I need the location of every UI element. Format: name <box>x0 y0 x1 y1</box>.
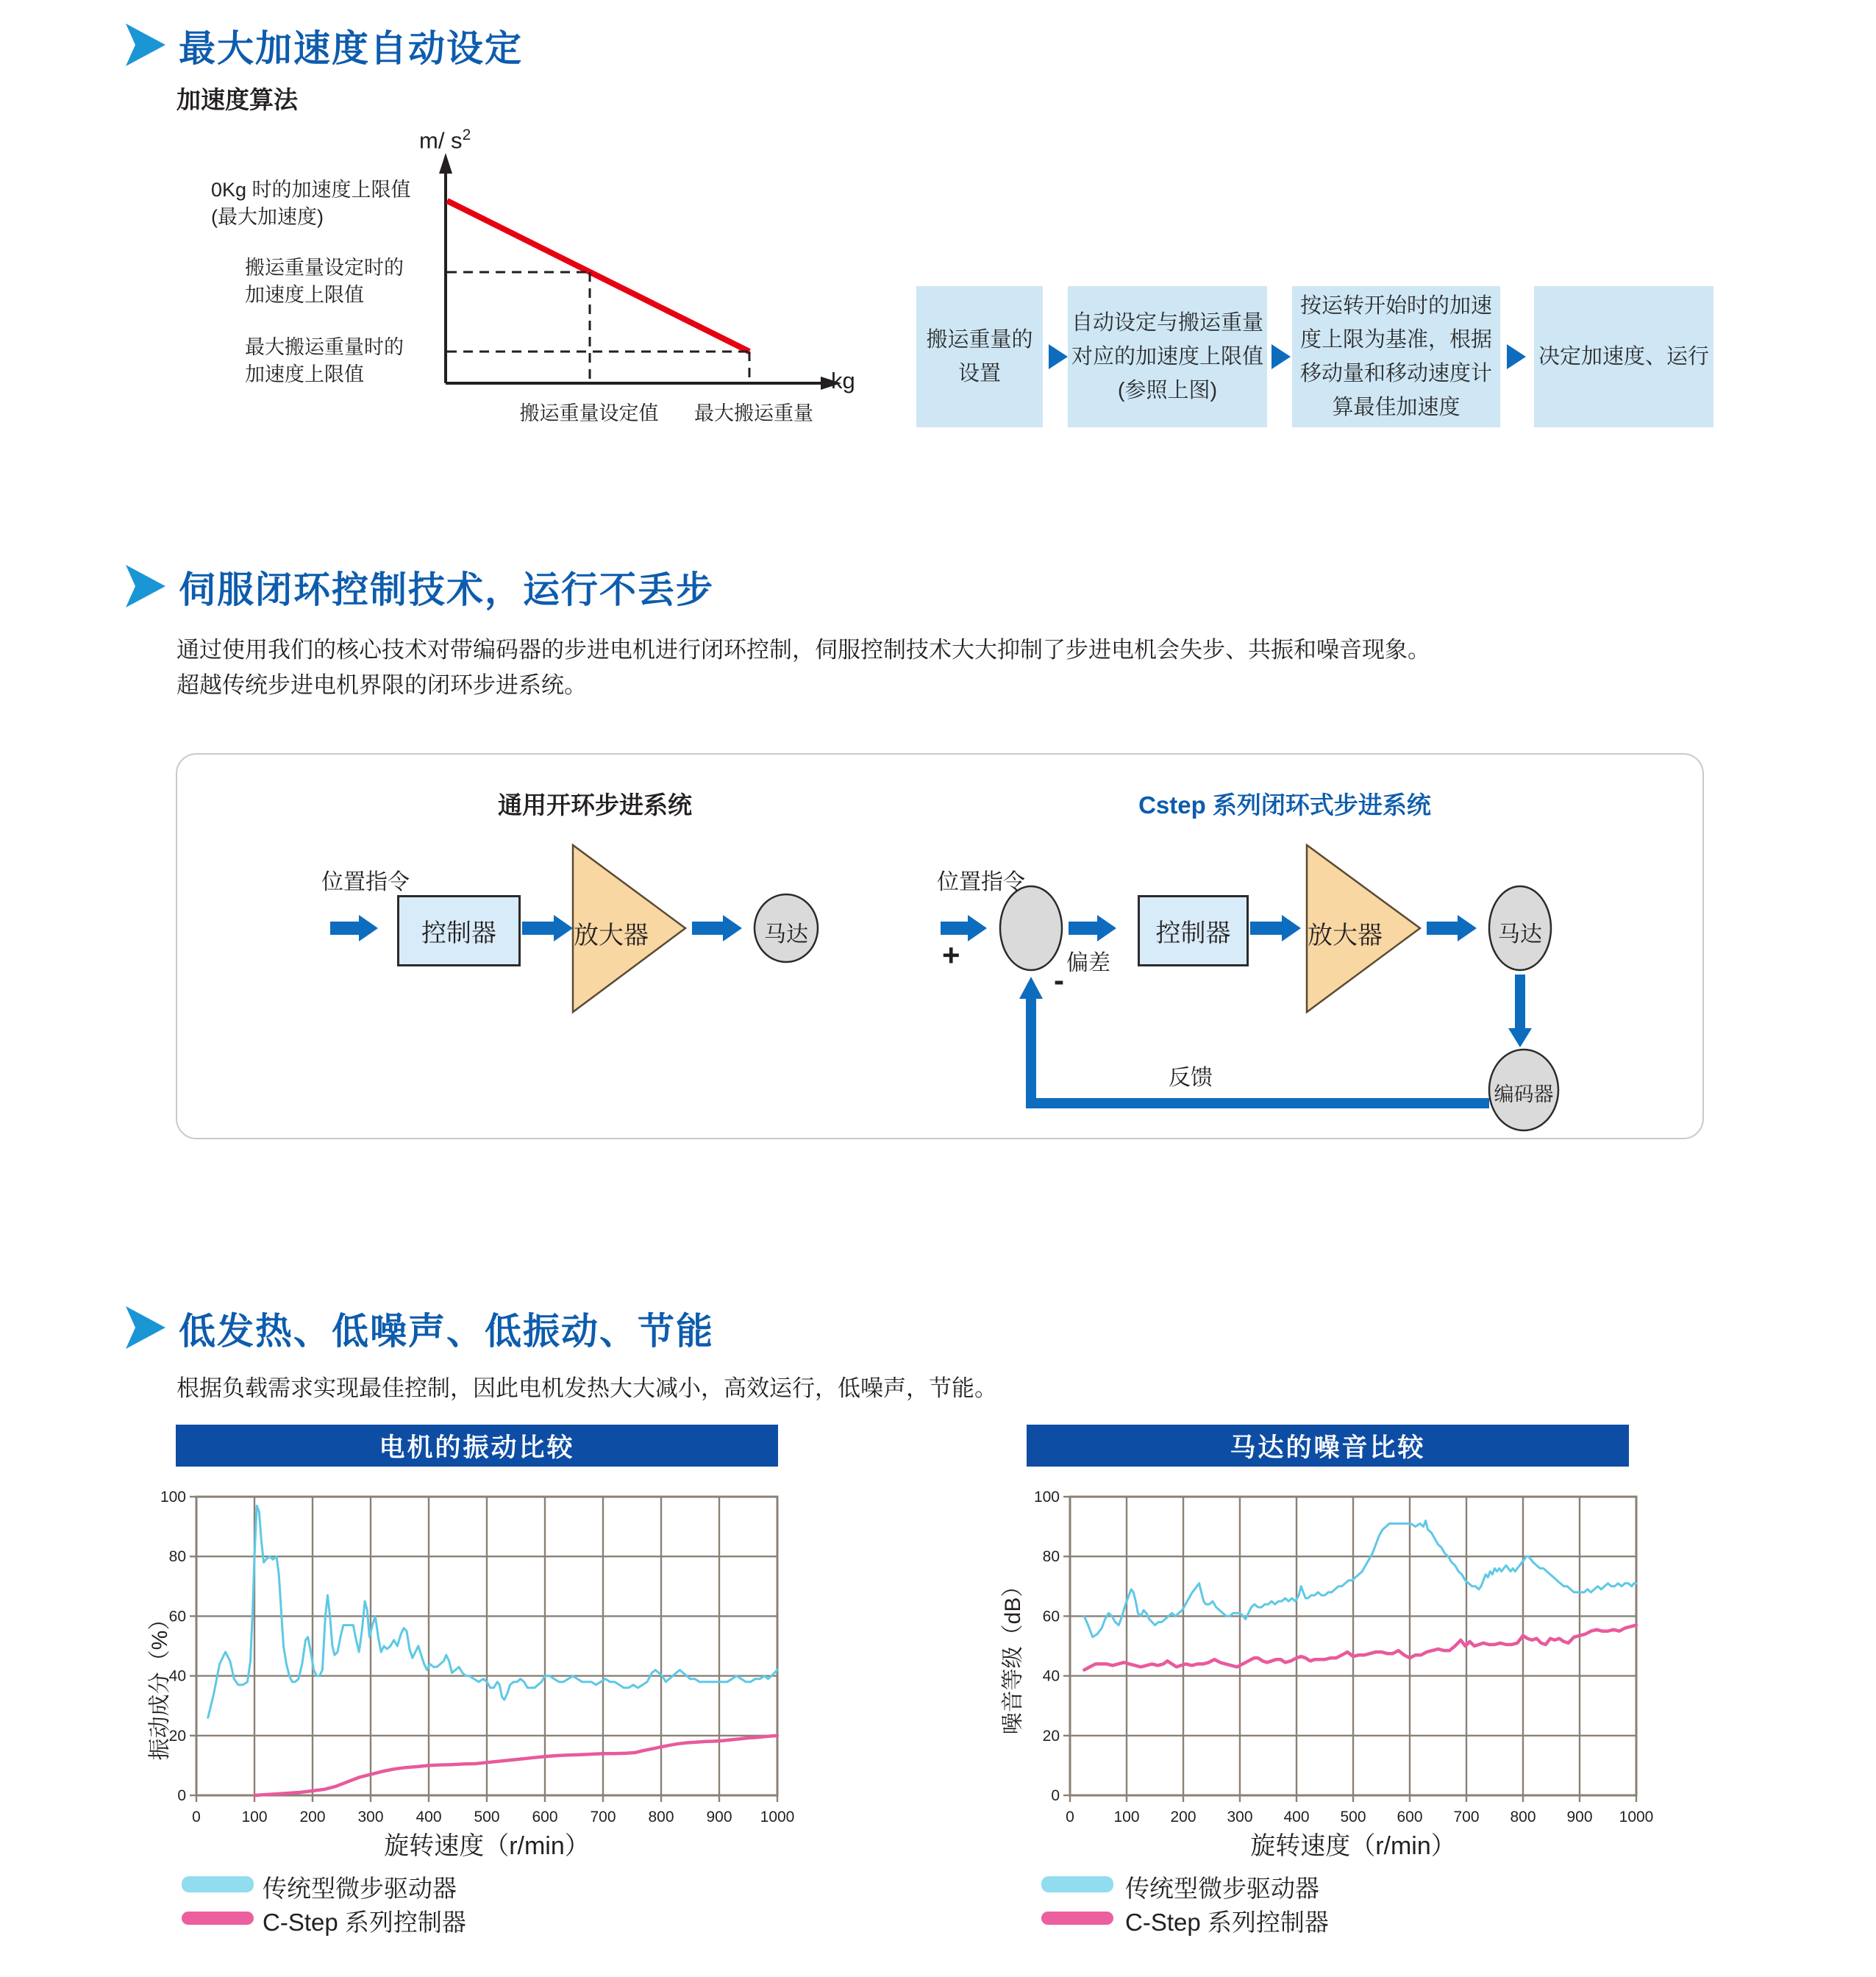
svg-text:300: 300 <box>357 1809 384 1824</box>
vibration-legend-traditional: 传统型微步驱动器 <box>263 1875 457 1902</box>
open-loop-arrow-3-icon <box>692 915 742 941</box>
svg-text:100: 100 <box>160 1489 186 1506</box>
motor-to-encoder-arrow-icon <box>1515 975 1525 1028</box>
vibration-chart-header: 电机的振动比较 <box>176 1425 778 1467</box>
svg-text:80: 80 <box>168 1548 186 1566</box>
deviation-label: 偏差 <box>1066 951 1110 975</box>
section2-arrow-icon <box>126 565 165 608</box>
svg-text:20: 20 <box>168 1727 186 1745</box>
open-loop-title: 通用开环步进系统 <box>498 791 692 819</box>
open-loop-arrow-2-icon <box>522 915 573 941</box>
noise-chart-xlabel: 旋转速度（r/min） <box>1250 1832 1456 1860</box>
svg-text:100: 100 <box>1033 1489 1060 1506</box>
loop-diagrams-panel <box>176 753 1704 1139</box>
svg-text:800: 800 <box>1510 1809 1536 1824</box>
vibration-legend-cstep: C-Step 系列控制器 <box>263 1909 466 1936</box>
noise-legend-swatch-traditional <box>1041 1876 1113 1892</box>
acceleration-limit-line <box>447 201 749 352</box>
graph-xlabel-set-value: 搬运重量设定值 <box>519 402 659 424</box>
section1-subtitle: 加速度算法 <box>176 86 298 113</box>
section1-arrow-icon <box>126 24 165 66</box>
svg-text:1000: 1000 <box>760 1809 795 1824</box>
noise-chart-header: 马达的噪音比较 <box>1027 1425 1629 1467</box>
section2-title: 伺服闭环控制技术，运行不丢步 <box>179 569 714 610</box>
feedback-line-horizontal <box>1031 1098 1489 1108</box>
svg-text:60: 60 <box>168 1608 186 1625</box>
summing-junction-circle <box>1000 886 1062 970</box>
feedback-label: 反馈 <box>1169 1066 1213 1090</box>
svg-text:600: 600 <box>1397 1809 1423 1824</box>
graph-label-set-weight: 搬运重量设定时的 加速度上限值 <box>245 257 404 306</box>
closed-loop-arrow-2-icon <box>1069 915 1116 941</box>
svg-text:0: 0 <box>192 1809 201 1824</box>
flow-step-4: 决定加速度、运行 <box>1534 286 1713 427</box>
section3-arrow-icon <box>126 1306 165 1349</box>
vibration-chart-plot <box>132 1478 809 1824</box>
vibration-legend-swatch-traditional <box>182 1876 254 1892</box>
svg-text:1000: 1000 <box>1619 1809 1654 1824</box>
open-loop-motor-label: 马达 <box>764 922 808 947</box>
closed-loop-arrow-4-icon <box>1427 915 1477 941</box>
flow-arrow-1-icon <box>1049 344 1068 369</box>
flow-arrow-3-icon <box>1507 344 1526 369</box>
graph-label-max-weight: 最大搬运重量时的 加速度上限值 <box>245 336 404 385</box>
svg-text:700: 700 <box>590 1809 616 1824</box>
svg-text:20: 20 <box>1042 1727 1060 1745</box>
y-axis-arrowhead <box>439 153 452 174</box>
svg-text:600: 600 <box>532 1809 558 1824</box>
closed-loop-motor-label: 马达 <box>1498 922 1542 947</box>
graph-y-unit: m/ $s^2$ <box>419 127 471 154</box>
section2-paragraph: 通过使用我们的核心技术对带编码器的步进电机进行闭环控制，伺服控制技术大大抑制了步进电机会失步、共振和噪音现象。 超越传统步进电机界限的闭环步进系统。 <box>176 637 1430 698</box>
encoder-label: 编码器 <box>1494 1083 1554 1105</box>
section3-paragraph: 根据负载需求实现最佳控制，因此电机发热大大减小，高效运行，低噪声，节能。 <box>176 1375 997 1401</box>
section3-title: 低发热、低噪声、低振动、节能 <box>179 1311 714 1352</box>
svg-text:900: 900 <box>706 1809 732 1824</box>
svg-text:300: 300 <box>1227 1809 1253 1824</box>
svg-text:60: 60 <box>1042 1608 1060 1625</box>
graph-x-unit: kg <box>831 368 855 393</box>
noise-chart-ylabel: 噪音等级（dB） <box>1001 1575 1025 1735</box>
svg-text:0: 0 <box>177 1787 186 1804</box>
vibration-legend-swatch-cstep <box>182 1912 254 1925</box>
closed-loop-position-cmd-label: 位置指令 <box>937 870 1025 894</box>
svg-text:40: 40 <box>168 1667 186 1685</box>
svg-text:700: 700 <box>1453 1809 1480 1824</box>
open-loop-amplifier-label: 放大器 <box>574 922 649 950</box>
svg-text:0: 0 <box>1066 1809 1074 1824</box>
flow-step-3: 按运转开始时的加速度上限为基准，根据移动量和移动速度计算最佳加速度 <box>1292 286 1500 427</box>
open-loop-position-cmd-label: 位置指令 <box>321 870 410 894</box>
feedback-line-vertical <box>1026 996 1036 1108</box>
graph-xlabel-max-value: 最大搬运重量 <box>694 402 813 424</box>
noise-legend-swatch-cstep <box>1041 1912 1113 1925</box>
plus-sign: + <box>942 938 960 972</box>
flow-step-1: 搬运重量的设置 <box>916 286 1043 427</box>
svg-text:100: 100 <box>241 1809 268 1824</box>
open-loop-controller-box: 控制器 <box>397 895 521 966</box>
noise-legend-cstep: C-Step 系列控制器 <box>1125 1909 1329 1936</box>
open-loop-arrow-1-icon <box>330 915 378 941</box>
svg-text:40: 40 <box>1042 1667 1060 1685</box>
svg-text:200: 200 <box>299 1809 326 1824</box>
section1-title: 最大加速度自动设定 <box>179 28 523 69</box>
flow-arrow-2-icon <box>1272 344 1291 369</box>
svg-text:0: 0 <box>1051 1787 1060 1804</box>
svg-text:500: 500 <box>474 1809 500 1824</box>
svg-text:80: 80 <box>1042 1548 1060 1566</box>
minus-sign: - <box>1054 963 1064 997</box>
svg-text:500: 500 <box>1340 1809 1366 1824</box>
vibration-chart-xlabel: 旋转速度（r/min） <box>384 1832 590 1860</box>
closed-loop-controller-box: 控制器 <box>1138 895 1249 966</box>
vibration-chart-ylabel: 振动成分（%） <box>148 1608 172 1761</box>
svg-text:200: 200 <box>1170 1809 1196 1824</box>
svg-text:900: 900 <box>1566 1809 1593 1824</box>
noise-legend-traditional: 传统型微步驱动器 <box>1125 1875 1319 1902</box>
svg-text:100: 100 <box>1113 1809 1140 1824</box>
noise-chart-plot <box>1006 1478 1683 1824</box>
acceleration-graph <box>368 118 882 434</box>
graph-label-0kg: 0Kg 时的加速度上限值 (最大加速度) <box>211 179 411 228</box>
closed-loop-arrow-3-icon <box>1250 915 1301 941</box>
flow-step-2: 自动设定与搬运重量对应的加速度上限值(参照上图) <box>1068 286 1267 427</box>
svg-text:400: 400 <box>1283 1809 1310 1824</box>
closed-loop-title: Cstep 系列闭环式步进系统 <box>1138 791 1431 819</box>
feedback-arrowhead-icon <box>1019 977 1043 999</box>
svg-text:400: 400 <box>415 1809 442 1824</box>
svg-text:800: 800 <box>648 1809 674 1824</box>
closed-loop-amplifier-label: 放大器 <box>1308 922 1383 950</box>
